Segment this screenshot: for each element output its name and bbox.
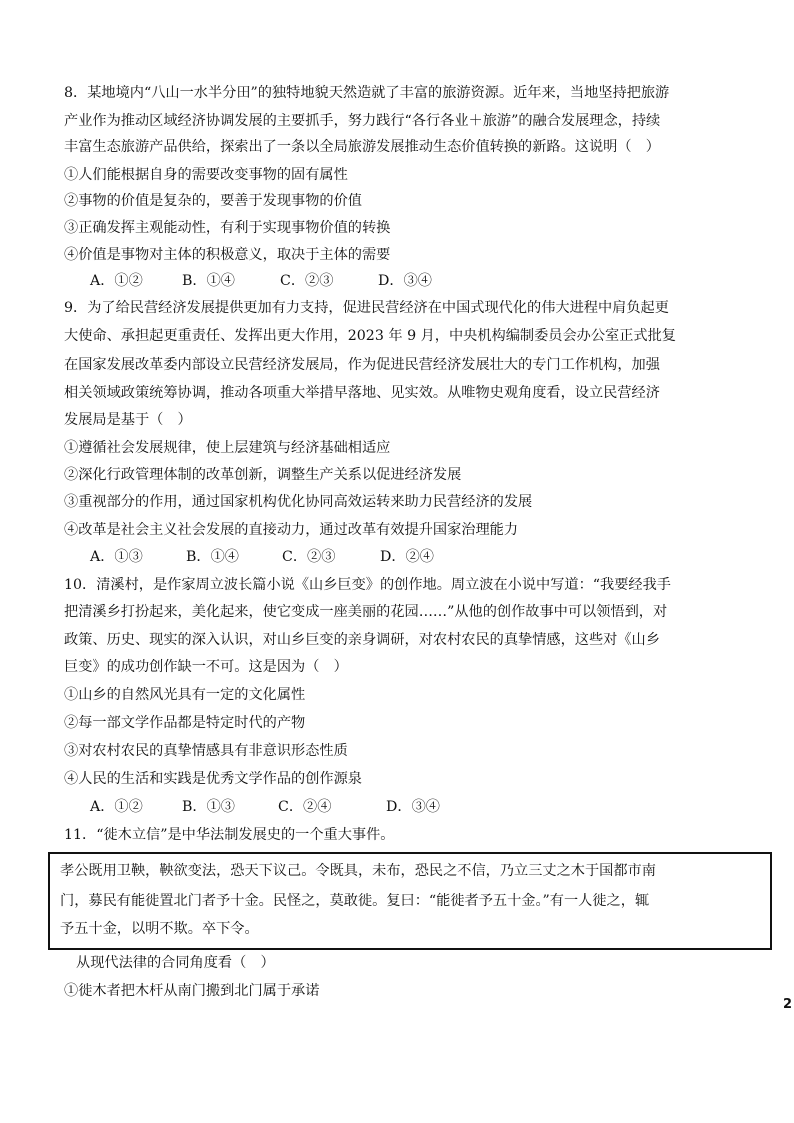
q10-stem-line-3: 政策、历史、现实的深入认识，对山乡巨变的亲身调研，对农村农民的真挚情感，这些对《山乡 [64,632,660,648]
q8-stem-line-3: 丰富生态旅游产品供给，探索出了一条以全局旅游发展推动生态价值转换的新路。这说明（ ） [64,139,660,155]
q9-stem-line-5: 发展局是基于（ ） [64,412,192,428]
q10-option-a: A．①② [90,799,143,815]
q8-option-a: A．①② [90,273,143,289]
q10-statement-4: ④人民的生活和实践是优秀文学作品的创作源泉 [64,771,362,787]
q11-passage-line-2: 门，募民有能徙置北门者予十金。民怪之，莫敢徙。复曰：“能徙者予五十金。”有一人徙之，辄 [60,893,650,909]
q10-stem-line-1: 10．清溪村，是作家周立波长篇小说《山乡巨变》的创作地。周立波在小说中写道：“我要经我手 [64,577,671,593]
q10-option-d: D．③④ [386,799,440,815]
q9-stem-line-1: 9．为了给民营经济发展提供更加有力支持，促进民营经济在中国式现代化的伟大进程中肩负起更 [64,300,669,316]
q10-statement-2: ②每一部文学作品都是特定时代的产物 [64,715,306,731]
q10-options [90,796,440,818]
q10-stem-line-4: 巨变》的成功创作缺一不可。这是因为（ ） [64,659,348,675]
q9-statement-2: ②深化行政管理体制的改革创新，调整生产关系以促进经济发展 [64,467,462,483]
q8-option-b: B．①④ [182,273,235,289]
q8-statement-3: ③正确发挥主观能动性，有利于实现事物价值的转换 [64,220,391,236]
q11-passage-line-1: 孝公既用卫鞅，鞅欲变法，恐天下议己。令既具，未布，恐民之不信，乃立三丈之木于国都市南 [60,863,656,879]
q10-statement-3: ③对农村农民的真挚情感具有非意识形态性质 [64,743,348,759]
q10-stem-line-2: 把清溪乡打扮起来，美化起来，使它变成一座美丽的花园……”从他的创作故事中可以领悟到，对 [64,604,668,620]
q8-option-d: D．③④ [378,273,432,289]
q8-stem-line-2: 产业作为推动区域经济协调发展的主要抓手，努力践行“各行各业＋旅游”的融合发展理念，持续 [64,113,661,129]
q8-statement-1: ①人们能根据自身的需要改变事物的固有属性 [64,167,348,183]
q9-option-c: C．②③ [282,549,336,565]
q9-statement-3: ③重视部分的作用，通过国家机构优化协同高效运转来助力民营经济的发展 [64,494,533,510]
q8-options [90,270,432,292]
q11-passage-box [48,852,772,950]
q9-stem-line-2: 大使命、承担起更重责任、发挥出更大作用，2023 年 9 月，中央机构编制委员会办公室正式批复 [64,328,676,344]
q8-stem-line-1: 8．某地境内“八山一水半分田”的独特地貌天然造就了丰富的旅游资源。近年来，当地坚持把旅游 [64,85,670,101]
q10-option-c: C．②④ [278,799,332,815]
q8-statement-2: ②事物的价值是复杂的，要善于发现事物的价值 [64,193,362,209]
q9-stem-line-4: 相关领域政策统筹协调，推动各项重大举措早落地、见实效。从唯物史观角度看，设立民营经济 [64,385,660,401]
q10-option-b: B．①③ [182,799,235,815]
q9-option-d: D．②④ [380,549,434,565]
q9-stem-line-3: 在国家发展改革委内部设立民营经济发展局，作为促进民营经济发展壮大的专门工作机构，加强 [64,357,660,373]
q11-statement-1: ①徙木者把木杆从南门搬到北门属于承诺 [64,983,320,999]
q10-statement-1: ①山乡的自然风光具有一定的文化属性 [64,687,306,703]
q9-options [90,546,434,568]
q8-statement-4: ④价值是事物对主体的积极意义，取决于主体的需要 [64,247,391,263]
q11-question: 从现代法律的合同角度看（ ） [76,955,275,971]
q9-option-a: A．①③ [90,549,143,565]
q9-statement-4: ④改革是社会主义社会发展的直接动力，通过改革有效提升国家治理能力 [64,522,519,538]
q8-option-c: C．②③ [280,273,334,289]
q9-statement-1: ①遵循社会发展规律，使上层建筑与经济基础相适应 [64,440,391,456]
q11-passage-line-3: 予五十金，以明不欺。卒下令。 [60,921,259,937]
page-number: 2 [782,997,792,1012]
q11-stem: 11．“徙木立信”是中华法制发展史的一个重大事件。 [64,827,395,843]
q9-option-b: B．①④ [186,549,239,565]
